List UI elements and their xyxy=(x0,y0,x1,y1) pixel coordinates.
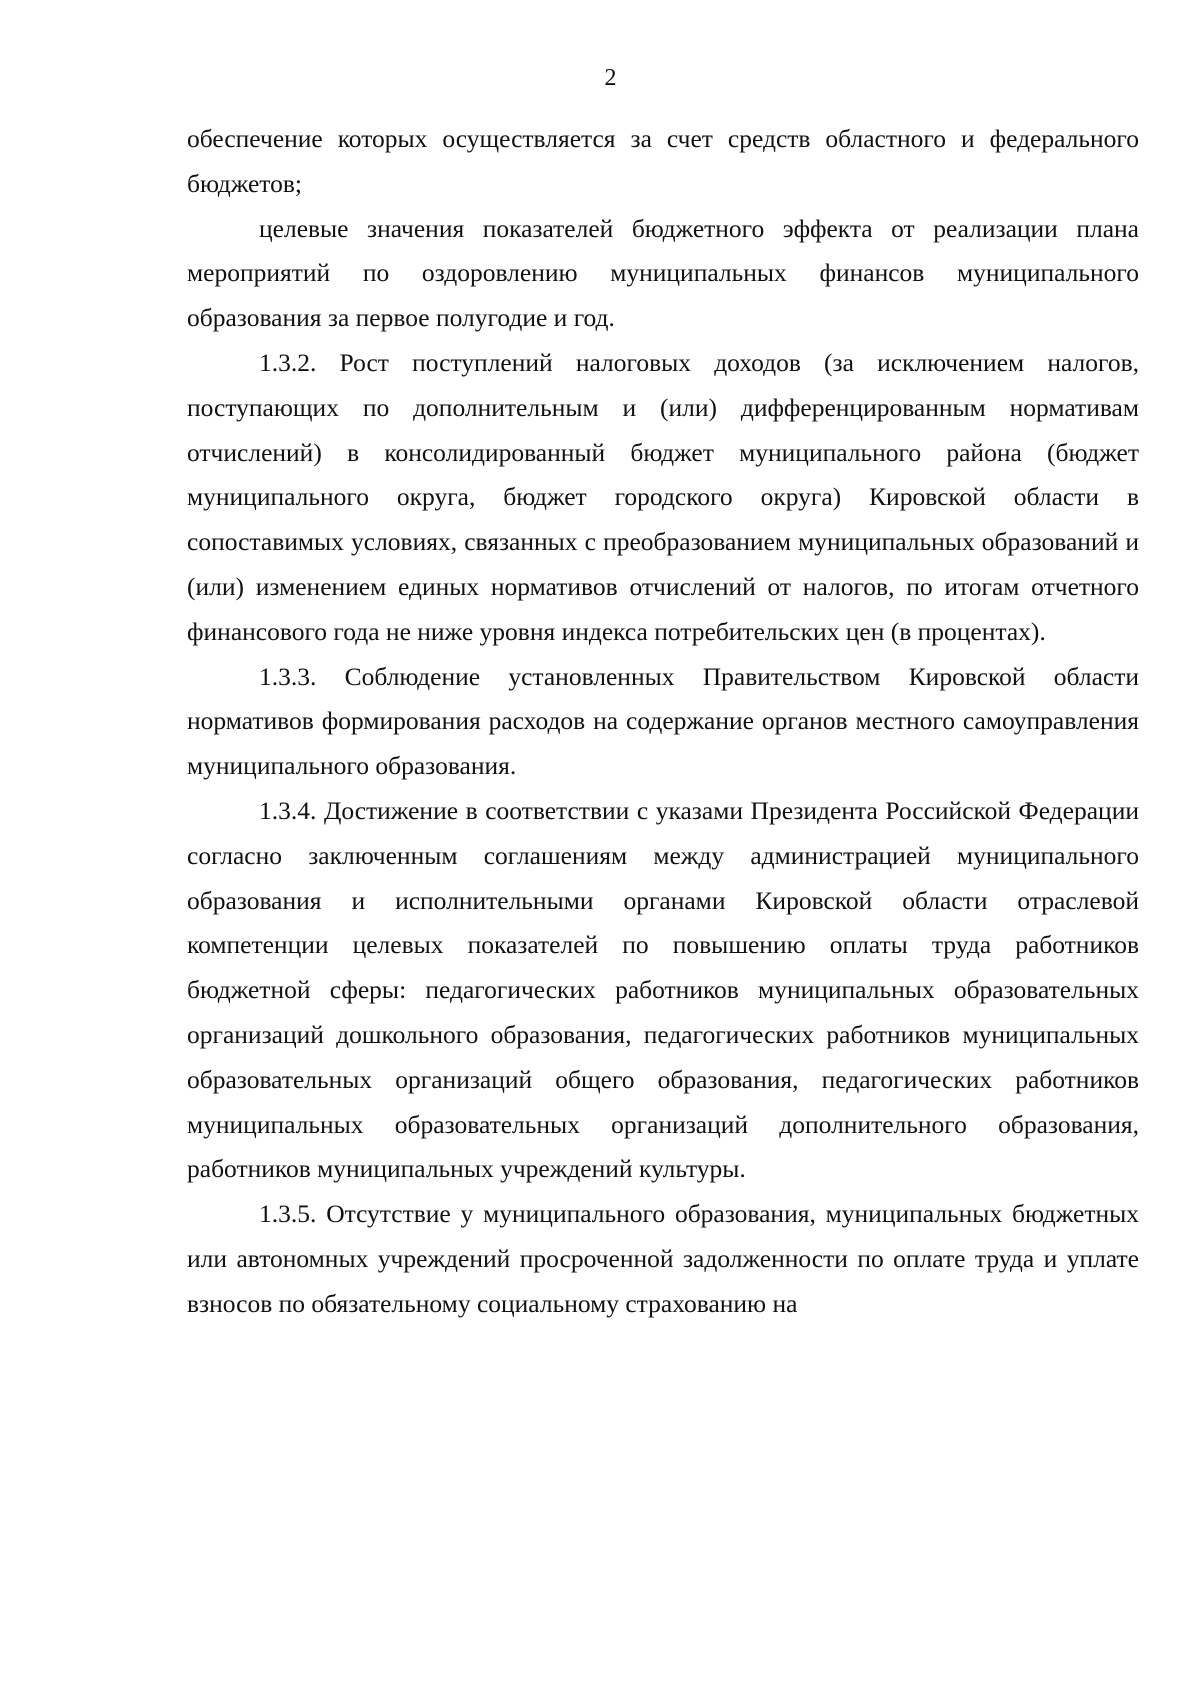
paragraph-1-3-4: 1.3.4. Достижение в соответствии с указами Президента Российской Федерации согласно заключенным соглашениям между администрацией муниципального образования и исполнительными органами Кировской области отраслевой компетенции целевых показателей по повышению оплаты труда работников бюджетной сферы: педагогических работников муниципальных образовательных организаций дошкольного образования, педагогических работников муниципальных образовательных организаций общего образования, педагогических работников муниципальных образовательных организаций дополнительного образования, работников муниципальных учреждений культуры. xyxy=(187,795,1139,1184)
document-body xyxy=(187,117,1139,1327)
paragraph-1-3-2: 1.3.2. Рост поступлений налоговых доходов (за исключением налогов, поступающих по дополнительным и (или) дифференцированным нормативам отчислений) в консолидированный бюджет муниципального района (бюджет муниципального округа, бюджет городского округа) Кировской области в сопоставимых условиях, связанных с преобразованием муниципальных образований и (или) изменением единых нормативов отчислений от налогов, по итогам отчетного финансового года не ниже уровня индекса потребительских цен (в процентах). xyxy=(187,347,1139,646)
paragraph-1-3-5: 1.3.5. Отсутствие у муниципального образования, муниципальных бюджетных или автономных учреждений просроченной задолженности по оплате труда и уплате взносов по обязательному социальному страхованию на xyxy=(187,1199,1139,1318)
paragraph-continuation: обеспечение которых осуществляется за счет средств областного и федерального бюджетов; xyxy=(187,124,1139,198)
page-number: 2 xyxy=(604,65,617,91)
paragraph-1-3-3: 1.3.3. Соблюдение установленных Правительством Кировской области нормативов формирования расходов на содержание органов местного самоуправления муниципального образования. xyxy=(187,661,1139,781)
paragraph-target-values: целевые значения показателей бюджетного эффекта от реализации плана мероприятий по оздоровлению муниципальных финансов муниципального образования за первое полугодие и год. xyxy=(187,213,1139,333)
